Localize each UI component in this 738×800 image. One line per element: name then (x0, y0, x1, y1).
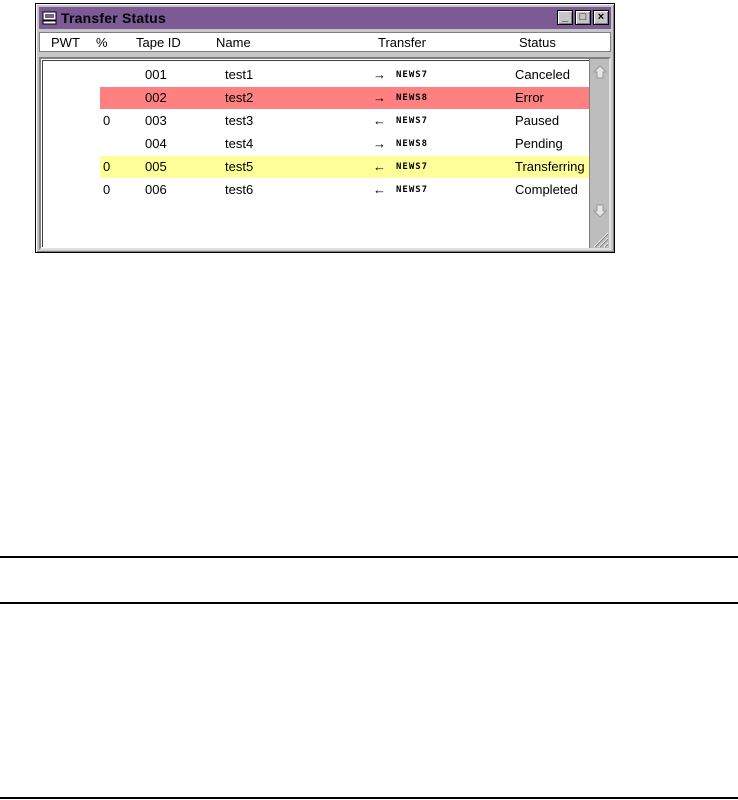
row-destination: NEWS7 (396, 162, 429, 172)
table-row[interactable] (100, 64, 590, 86)
resize-grip-icon[interactable] (589, 228, 609, 248)
row-tape-id: 004 (145, 136, 167, 151)
row-status: Error (515, 90, 544, 105)
divider-line (0, 556, 738, 558)
transfer-list-body (42, 60, 590, 247)
row-destination: NEWS8 (396, 93, 429, 103)
row-destination: NEWS7 (396, 185, 429, 195)
row-percent: 0 (103, 182, 111, 197)
title-bar[interactable] (39, 7, 611, 29)
divider-line (0, 797, 738, 799)
up-arrow-icon (593, 65, 607, 79)
row-tape-id: 002 (145, 90, 167, 105)
table-row[interactable] (100, 110, 590, 132)
row-percent: 0 (103, 159, 111, 174)
transfer-direction-icon: ← (373, 159, 386, 174)
row-destination: NEWS7 (396, 70, 429, 80)
row-status: Completed (515, 182, 578, 197)
table-row[interactable] (100, 156, 590, 178)
transfer-list[interactable] (39, 57, 611, 250)
row-status: Pending (515, 136, 563, 151)
row-status: Canceled (515, 67, 570, 82)
row-status: Paused (515, 113, 560, 128)
row-status: Transferring (515, 159, 585, 174)
row-name: test6 (225, 182, 254, 197)
transfer-direction-icon: → (373, 136, 386, 151)
row-tape-id: 005 (145, 159, 167, 174)
maximize-icon: □ (579, 11, 587, 23)
transfer-direction-icon: ← (373, 113, 386, 128)
computer-icon (42, 11, 58, 25)
row-percent: 0 (103, 113, 111, 128)
column-header-tape-id[interactable]: Tape ID (136, 35, 181, 50)
transfer-direction-icon: ← (373, 182, 386, 197)
maximize-button[interactable] (575, 10, 591, 25)
close-button[interactable] (593, 10, 609, 25)
row-name: test4 (225, 136, 254, 151)
column-header-status[interactable]: Status (519, 35, 556, 50)
row-tape-id: 001 (145, 67, 167, 82)
vertical-scrollbar[interactable] (589, 59, 609, 248)
row-tape-id: 006 (145, 182, 167, 197)
transfer-status-window (35, 3, 615, 253)
row-name: test3 (225, 113, 254, 128)
transfer-direction-icon: → (373, 90, 386, 105)
minimize-button[interactable] (557, 10, 573, 25)
transfer-direction-icon: → (373, 67, 386, 82)
minimize-icon: _ (561, 11, 569, 23)
down-arrow-icon (593, 204, 607, 218)
table-row[interactable] (100, 87, 590, 109)
row-destination: NEWS8 (396, 139, 429, 149)
column-header-percent[interactable]: % (96, 35, 108, 50)
close-icon: × (597, 11, 605, 23)
row-tape-id: 003 (145, 113, 167, 128)
table-row[interactable] (100, 179, 590, 201)
scroll-down-button[interactable] (591, 202, 609, 220)
column-header-bar (39, 32, 611, 52)
row-destination: NEWS7 (396, 116, 429, 126)
row-name: test1 (225, 67, 254, 82)
table-row[interactable] (100, 133, 590, 155)
scroll-up-button[interactable] (591, 63, 609, 81)
row-name: test2 (225, 90, 254, 105)
window-title: Transfer Status (61, 10, 166, 26)
column-header-pwt[interactable]: PWT (51, 35, 80, 50)
column-header-name[interactable]: Name (216, 35, 251, 50)
column-header-transfer[interactable]: Transfer (378, 35, 426, 50)
divider-line (0, 602, 738, 604)
row-name: test5 (225, 159, 254, 174)
